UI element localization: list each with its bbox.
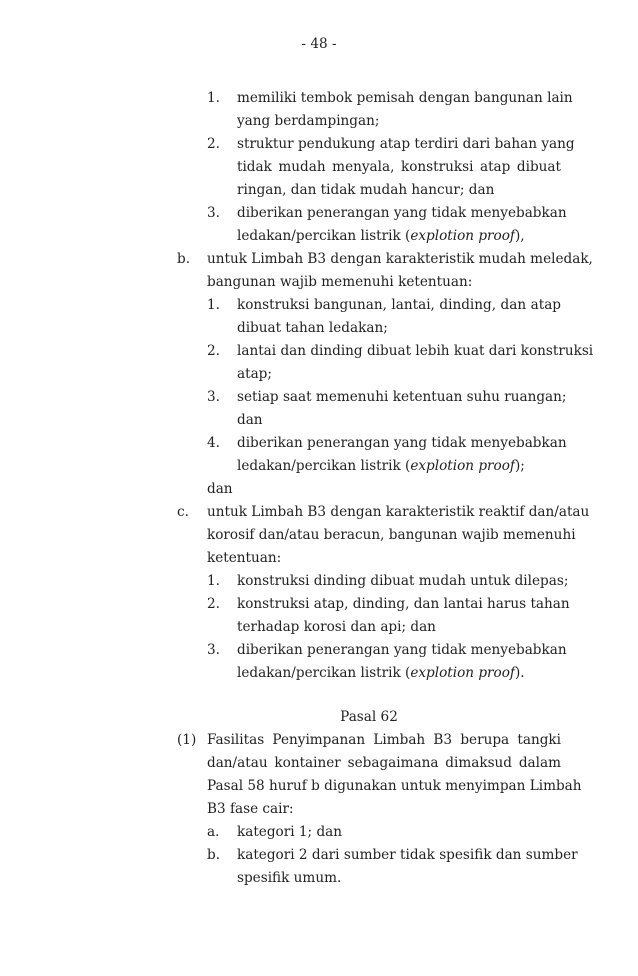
- text-segment: );: [514, 458, 525, 474]
- list-item-line: [237, 662, 525, 684]
- list-item-line: diberikan penerangan yang tidak menyebabkan: [237, 642, 567, 658]
- list-number: 2.: [207, 596, 220, 612]
- list-item-line: tidak mudah menyala, konstruksi atap dibuat: [237, 159, 561, 175]
- list-number: 1.: [207, 90, 220, 106]
- section-letter: b.: [177, 251, 191, 267]
- italic-term: explotion proof: [410, 665, 515, 681]
- list-number: 3.: [207, 205, 220, 221]
- connector-word: dan: [207, 481, 233, 497]
- list-item-line: kategori 1; dan: [237, 824, 343, 840]
- section-line: untuk Limbah B3 dengan karakteristik reaktif dan/atau: [207, 504, 590, 520]
- list-item-line: diberikan penerangan yang tidak menyebabkan: [237, 435, 567, 451]
- list-item-line: lantai dan dinding dibuat lebih kuat dari konstruksi: [237, 343, 594, 359]
- list-number: 2.: [207, 343, 220, 359]
- list-item-line: konstruksi dinding dibuat mudah untuk dilepas;: [237, 573, 569, 589]
- text-segment: ).: [514, 665, 525, 681]
- list-number: 1.: [207, 297, 220, 313]
- list-item-line: [237, 225, 525, 247]
- list-item-line: spesifik umum.: [237, 870, 342, 886]
- list-item-line: atap;: [237, 366, 272, 382]
- list-item-line: setiap saat memenuhi ketentuan suhu ruangan;: [237, 389, 567, 405]
- page-number: - 48 -: [301, 36, 337, 52]
- paragraph-line: B3 fase cair:: [207, 801, 294, 817]
- list-letter: a.: [207, 824, 220, 840]
- paragraph-line: dan/atau kontainer sebagaimana dimaksud dalam: [207, 755, 561, 771]
- list-item-line: [237, 455, 525, 477]
- list-letter: b.: [207, 847, 221, 863]
- list-number: 3.: [207, 389, 220, 405]
- italic-term: explotion proof: [410, 458, 515, 474]
- list-item-line: ringan, dan tidak mudah hancur; dan: [237, 182, 495, 198]
- italic-term: explotion proof: [410, 228, 515, 244]
- list-number: 3.: [207, 642, 220, 658]
- list-item-line: dibuat tahan ledakan;: [237, 320, 388, 336]
- paragraph-line: Pasal 58 huruf b digunakan untuk menyimpan Limbah: [207, 778, 582, 794]
- section-line: untuk Limbah B3 dengan karakteristik mudah meledak,: [207, 251, 593, 267]
- section-line: ketentuan:: [207, 550, 282, 566]
- text-segment: ),: [514, 228, 525, 244]
- list-number: 2.: [207, 136, 220, 152]
- list-item-line: yang berdampingan;: [237, 113, 380, 129]
- section-letter: c.: [177, 504, 189, 520]
- list-number: 4.: [207, 435, 220, 451]
- list-item-line: kategori 2 dari sumber tidak spesifik dan sumber: [237, 847, 578, 863]
- list-item-line: terhadap korosi dan api; dan: [237, 619, 436, 635]
- article-title: Pasal 62: [340, 709, 398, 725]
- text-segment: ledakan/percikan listrik (: [237, 458, 411, 474]
- list-item-line: konstruksi bangunan, lantai, dinding, dan atap: [237, 297, 561, 313]
- text-segment: ledakan/percikan listrik (: [237, 228, 411, 244]
- list-item-line: konstruksi atap, dinding, dan lantai harus tahan: [237, 596, 570, 612]
- section-line: bangunan wajib memenuhi ketentuan:: [207, 274, 473, 290]
- text-segment: ledakan/percikan listrik (: [237, 665, 411, 681]
- list-item-line: memiliki tembok pemisah dengan bangunan lain: [237, 90, 573, 106]
- paragraph-line: Fasilitas Penyimpanan Limbah B3 berupa tangki: [207, 732, 561, 748]
- list-number: 1.: [207, 573, 220, 589]
- list-item-line: struktur pendukung atap terdiri dari bahan yang: [237, 136, 575, 152]
- list-item-line: dan: [237, 412, 263, 428]
- paragraph-number: (1): [177, 732, 197, 748]
- section-line: korosif dan/atau beracun, bangunan wajib memenuhi: [207, 527, 576, 543]
- list-item-line: diberikan penerangan yang tidak menyebabkan: [237, 205, 567, 221]
